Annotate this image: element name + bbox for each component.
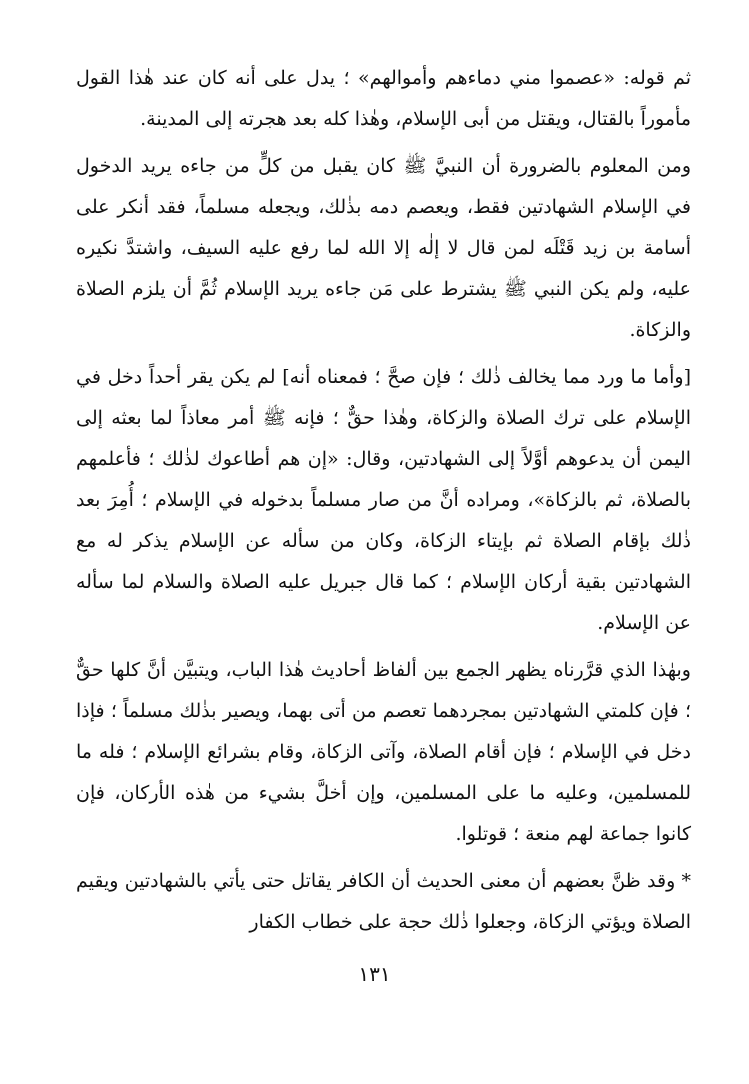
page-number: ١٣١ (358, 962, 391, 986)
paragraph-5: * وقد ظنَّ بعضهم أن معنى الحديث أن الكافر يقاتل حتى يأتي بالشهادتين ويقيم الصلاة ويؤتي الزكاة، وجعلوا ذٰلك حجة على خطاب الكفار (76, 870, 691, 933)
text-block (76, 58, 691, 943)
paragraph-1: ثم قوله: «عصموا مني دماءهم وأموالهم» ؛ يدل على أنه كان عند هٰذا القول مأموراً بالقتال، ويقتل من أبى الإسلام، وهٰذا كله بعد هجرته إلى المدينة. (76, 67, 691, 130)
paragraph-3: [وأما ما ورد مما يخالف ذٰلك ؛ فإن صحَّ ؛ فمعناه أنه] لم يكن يقر أحداً دخل في الإسلام على ترك الصلاة والزكاة، وهٰذا حقٌّ ؛ فإنه ﷺ أمر معاذاً لما بعثه إلى اليمن أن يدعوهم أوَّلاً إلى الشهادتين، وقال: «إن هم أطاعوك لذٰلك ؛ فأعلمهم بالصلاة، ثم بالزكاة»، ومراده أنَّ من صار مسلماً بدخوله في الإسلام ؛ أُمِرَ بعد ذٰلك بإقام الصلاة ثم بإيتاء الزكاة، وكان من سأله عن الإسلام يذكر له مع الشهادتين بقية أركان الإسلام ؛ كما قال جبريل عليه الصلاة والسلام لما سأله عن الإسلام. (76, 366, 691, 634)
paragraph-4: وبهٰذا الذي قرَّرناه يظهر الجمع بين ألفاظ أحاديث هٰذا الباب، ويتبيَّن أنَّ كلها حقٌّ ؛ فإن كلمتي الشهادتين بمجردهما تعصم من أتى بهما، ويصير بذٰلك مسلماً ؛ فإذا دخل في الإسلام ؛ فإن أقام الصلاة، وآتى الزكاة، وقام بشرائع الإسلام ؛ فله ما للمسلمين، وعليه ما على المسلمين، وإن أخلَّ بشيء من هٰذه الأركان، فإن كانوا جماعة لهم منعة ؛ قوتلوا. (76, 659, 691, 845)
paragraph-2: ومن المعلوم بالضرورة أن النبيَّ ﷺ كان يقبل من كلٍّ من جاءه يريد الدخول في الإسلام الشهادتين فقط، ويعصم دمه بذٰلك، ويجعله مسلماً، فقد أنكر على أسامة بن زيد قَتْلَه لمن قال لا إلٰه إلا الله لما رفع عليه السيف، واشتدَّ نكيره عليه، ولم يكن النبي ﷺ يشترط على مَن جاءه يريد الإسلام ثُمَّ أن يلزم الصلاة والزكاة. (76, 155, 691, 341)
